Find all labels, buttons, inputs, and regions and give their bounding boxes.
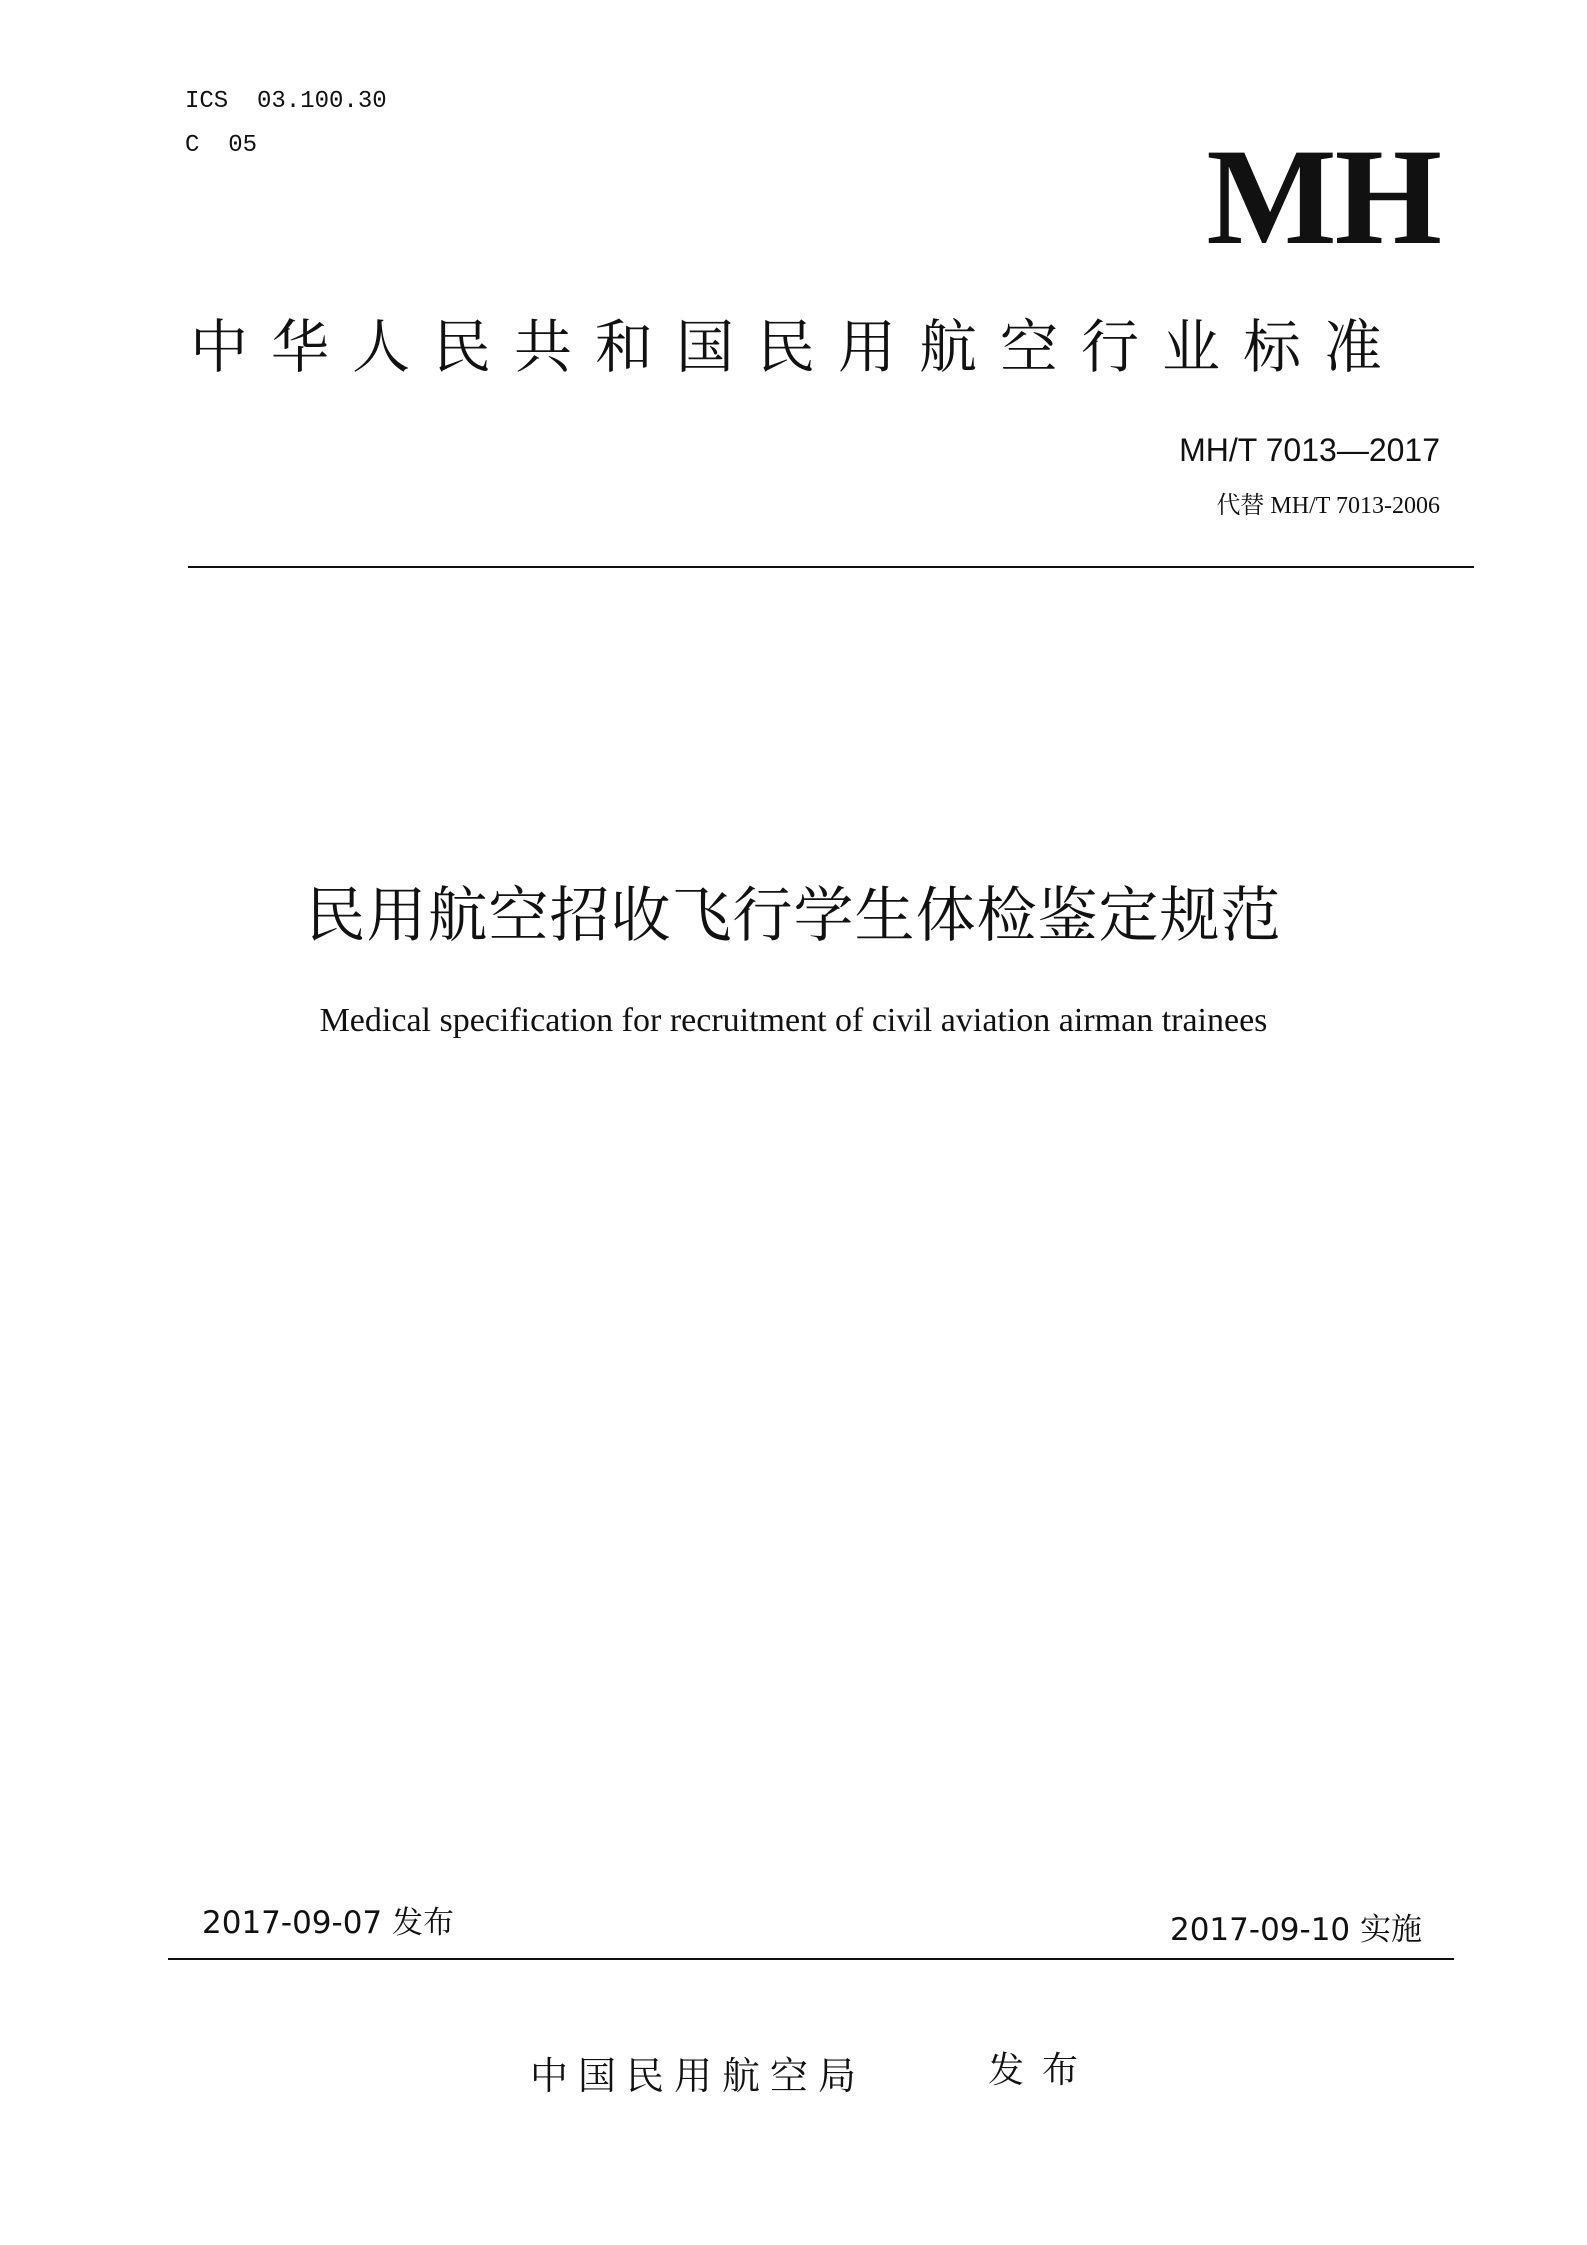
document-title-english: Medical specification for recruitment of civil aviation airman trainees xyxy=(319,1002,1268,1039)
ics-code: ICS 03.100.30 xyxy=(185,88,387,115)
bottom-divider xyxy=(168,1958,1454,1960)
top-divider xyxy=(188,566,1474,568)
publish-action: 发布 xyxy=(988,2050,1097,2091)
publisher-name: 中国民用航空局 xyxy=(530,2054,867,2098)
ccs-code: C 05 xyxy=(185,132,258,159)
document-title: 民用航空招收飞行学生体检鉴定规范 xyxy=(305,881,1282,951)
replaces-standard: 代替 MH/T 7013-2006 xyxy=(1216,493,1440,519)
standard-number: MH/T 7013—2017 xyxy=(1179,432,1440,468)
standard-type-title: 中华人民共和国民用航空行业标准 xyxy=(190,313,1406,381)
issue-date: 2017-09-07 发布 xyxy=(202,1905,455,1941)
mh-logo: MH xyxy=(1206,120,1440,273)
classification-codes xyxy=(185,80,387,168)
implementation-date: 2017-09-10 实施 xyxy=(1169,1912,1422,1948)
